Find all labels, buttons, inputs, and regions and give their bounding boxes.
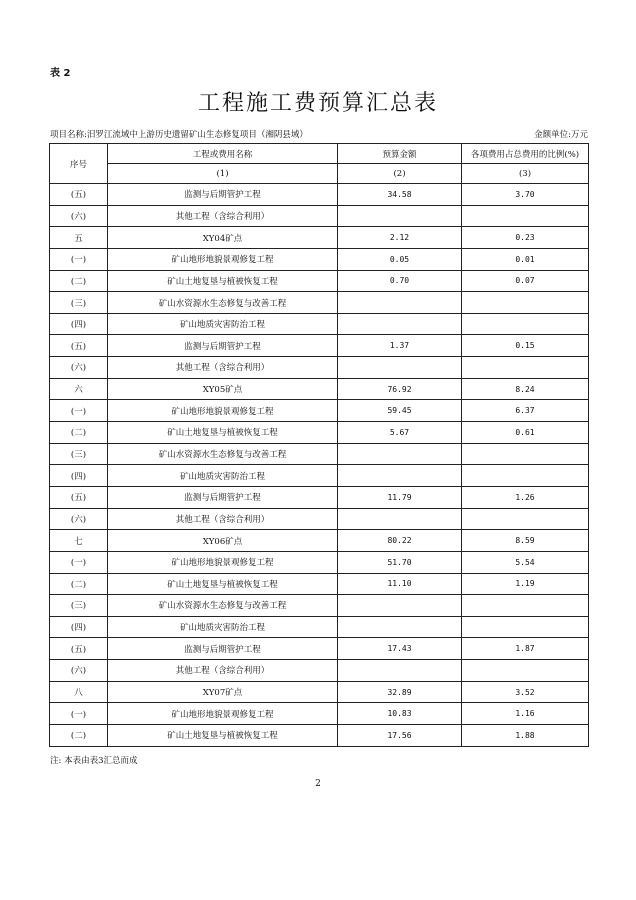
table-row — [50, 703, 589, 725]
project-name: 项目名称:汨罗江流域中上游历史遗留矿山生态修复项目（湘阴县域） — [50, 130, 308, 140]
cell-name: 矿山水资源水生态修复与改善工程 — [108, 443, 338, 465]
cell-seq: (六) — [50, 660, 108, 682]
cell-seq: (五) — [50, 486, 108, 508]
cell-amount — [338, 205, 462, 227]
cell-seq: 六 — [50, 378, 108, 400]
cell-amount — [338, 465, 462, 487]
cell-seq: (二) — [50, 422, 108, 444]
budget-table — [49, 143, 589, 747]
cell-name: 矿山水资源水生态修复与改善工程 — [108, 292, 338, 314]
cell-name: 矿山地形地貌景观修复工程 — [108, 400, 338, 422]
meta-row — [50, 128, 588, 140]
cell-amount: 80.22 — [338, 530, 462, 552]
cell-amount: 11.79 — [338, 486, 462, 508]
cell-seq: (五) — [50, 335, 108, 357]
cell-ratio — [462, 465, 589, 487]
cell-amount: 59.45 — [338, 400, 462, 422]
table-row — [50, 378, 589, 400]
cell-ratio: 1.19 — [462, 573, 589, 595]
cell-seq: (四) — [50, 616, 108, 638]
cell-ratio: 6.37 — [462, 400, 589, 422]
table-row — [50, 335, 589, 357]
cell-amount — [338, 616, 462, 638]
cell-name: 监测与后期管护工程 — [108, 638, 338, 660]
cell-amount — [338, 292, 462, 314]
cell-amount: 17.43 — [338, 638, 462, 660]
header-seq: 序号 — [50, 144, 108, 184]
cell-amount: 0.70 — [338, 270, 462, 292]
cell-ratio — [462, 508, 589, 530]
cell-amount — [338, 443, 462, 465]
table-row — [50, 248, 589, 270]
cell-seq: (一) — [50, 551, 108, 573]
cell-amount: 10.83 — [338, 703, 462, 725]
cell-seq: 七 — [50, 530, 108, 552]
cell-amount: 17.56 — [338, 725, 462, 747]
table-row — [50, 508, 589, 530]
table-row — [50, 465, 589, 487]
cell-ratio — [462, 313, 589, 335]
cell-amount — [338, 313, 462, 335]
cell-seq: 八 — [50, 681, 108, 703]
table-row — [50, 725, 589, 747]
cell-ratio — [462, 357, 589, 379]
cell-name: 监测与后期管护工程 — [108, 335, 338, 357]
cell-name: 矿山土地复垦与植被恢复工程 — [108, 725, 338, 747]
table-row — [50, 551, 589, 573]
header-name-index: (1) — [108, 164, 338, 184]
cell-seq: (三) — [50, 292, 108, 314]
cell-name: 矿山土地复垦与植被恢复工程 — [108, 573, 338, 595]
cell-name: 矿山地质灾害防治工程 — [108, 313, 338, 335]
cell-amount: 5.67 — [338, 422, 462, 444]
cell-seq: (六) — [50, 357, 108, 379]
cell-name: 矿山地形地貌景观修复工程 — [108, 703, 338, 725]
cell-seq: (一) — [50, 400, 108, 422]
cell-ratio: 5.54 — [462, 551, 589, 573]
header-ratio-index: (3) — [462, 164, 589, 184]
cell-ratio: 8.59 — [462, 530, 589, 552]
footnote: 注: 本表由表3汇总而成 — [50, 756, 138, 766]
table-row — [50, 681, 589, 703]
cell-name: 矿山土地复垦与植被恢复工程 — [108, 270, 338, 292]
cell-amount: 2.12 — [338, 227, 462, 249]
cell-seq: (四) — [50, 465, 108, 487]
table-row — [50, 486, 589, 508]
cell-amount: 34.58 — [338, 184, 462, 206]
amount-unit: 金额单位:万元 — [534, 130, 588, 140]
page-number: 2 — [315, 779, 321, 789]
cell-name: XY06矿点 — [108, 530, 338, 552]
cell-amount — [338, 595, 462, 617]
header-amount-index: (2) — [338, 164, 462, 184]
cell-seq: (六) — [50, 508, 108, 530]
cell-ratio — [462, 616, 589, 638]
cell-seq: (二) — [50, 270, 108, 292]
cell-name: 其他工程（含综合利用） — [108, 357, 338, 379]
cell-name: 其他工程（含综合利用） — [108, 205, 338, 227]
cell-amount — [338, 357, 462, 379]
cell-ratio: 1.87 — [462, 638, 589, 660]
cell-name: XY05矿点 — [108, 378, 338, 400]
cell-name: 矿山地质灾害防治工程 — [108, 465, 338, 487]
cell-ratio: 3.52 — [462, 681, 589, 703]
table-row — [50, 422, 589, 444]
table-row — [50, 292, 589, 314]
cell-name: 监测与后期管护工程 — [108, 184, 338, 206]
cell-ratio: 8.24 — [462, 378, 589, 400]
cell-seq: (三) — [50, 595, 108, 617]
table-row — [50, 184, 589, 206]
cell-name: 矿山土地复垦与植被恢复工程 — [108, 422, 338, 444]
cell-ratio: 3.70 — [462, 184, 589, 206]
cell-ratio: 1.26 — [462, 486, 589, 508]
cell-seq: (六) — [50, 205, 108, 227]
cell-ratio — [462, 205, 589, 227]
cell-seq: (一) — [50, 703, 108, 725]
cell-ratio: 0.15 — [462, 335, 589, 357]
cell-seq: 五 — [50, 227, 108, 249]
table-row — [50, 595, 589, 617]
cell-seq: (四) — [50, 313, 108, 335]
cell-amount: 76.92 — [338, 378, 462, 400]
table-row — [50, 443, 589, 465]
cell-name: 其他工程（含综合利用） — [108, 660, 338, 682]
header-amount: 预算金额 — [338, 144, 462, 164]
cell-ratio: 1.16 — [462, 703, 589, 725]
header-name: 工程或费用名称 — [108, 144, 338, 164]
cell-amount — [338, 508, 462, 530]
cell-amount — [338, 660, 462, 682]
header-ratio: 各项费用占总费用的比例(%) — [462, 144, 589, 164]
table-row — [50, 227, 589, 249]
cell-seq: (五) — [50, 638, 108, 660]
table-row — [50, 573, 589, 595]
cell-ratio: 0.23 — [462, 227, 589, 249]
cell-name: 监测与后期管护工程 — [108, 486, 338, 508]
cell-ratio — [462, 660, 589, 682]
table-row — [50, 638, 589, 660]
cell-name: XY04矿点 — [108, 227, 338, 249]
cell-seq: (一) — [50, 248, 108, 270]
cell-ratio: 1.88 — [462, 725, 589, 747]
table-header — [50, 144, 589, 184]
table-row — [50, 660, 589, 682]
cell-amount: 51.70 — [338, 551, 462, 573]
table-row — [50, 357, 589, 379]
cell-name: 矿山水资源水生态修复与改善工程 — [108, 595, 338, 617]
cell-ratio — [462, 292, 589, 314]
table-row — [50, 616, 589, 638]
cell-amount: 1.37 — [338, 335, 462, 357]
table-row — [50, 313, 589, 335]
table-row — [50, 205, 589, 227]
cell-amount: 0.05 — [338, 248, 462, 270]
cell-name: 矿山地形地貌景观修复工程 — [108, 248, 338, 270]
cell-seq: (二) — [50, 573, 108, 595]
table-body — [50, 184, 589, 747]
cell-amount: 11.10 — [338, 573, 462, 595]
cell-ratio — [462, 443, 589, 465]
cell-ratio: 0.07 — [462, 270, 589, 292]
table-row — [50, 270, 589, 292]
cell-seq: (二) — [50, 725, 108, 747]
cell-seq: (三) — [50, 443, 108, 465]
cell-ratio — [462, 595, 589, 617]
cell-name: 矿山地质灾害防治工程 — [108, 616, 338, 638]
cell-seq: (五) — [50, 184, 108, 206]
cell-amount: 32.89 — [338, 681, 462, 703]
cell-ratio: 0.01 — [462, 248, 589, 270]
table-label: 表 2 — [50, 68, 71, 79]
cell-name: 矿山地形地貌景观修复工程 — [108, 551, 338, 573]
cell-name: 其他工程（含综合利用） — [108, 508, 338, 530]
table-row — [50, 400, 589, 422]
cell-name: XY07矿点 — [108, 681, 338, 703]
page-title: 工程施工费预算汇总表 — [197, 91, 438, 116]
cell-ratio: 0.61 — [462, 422, 589, 444]
table-row — [50, 530, 589, 552]
